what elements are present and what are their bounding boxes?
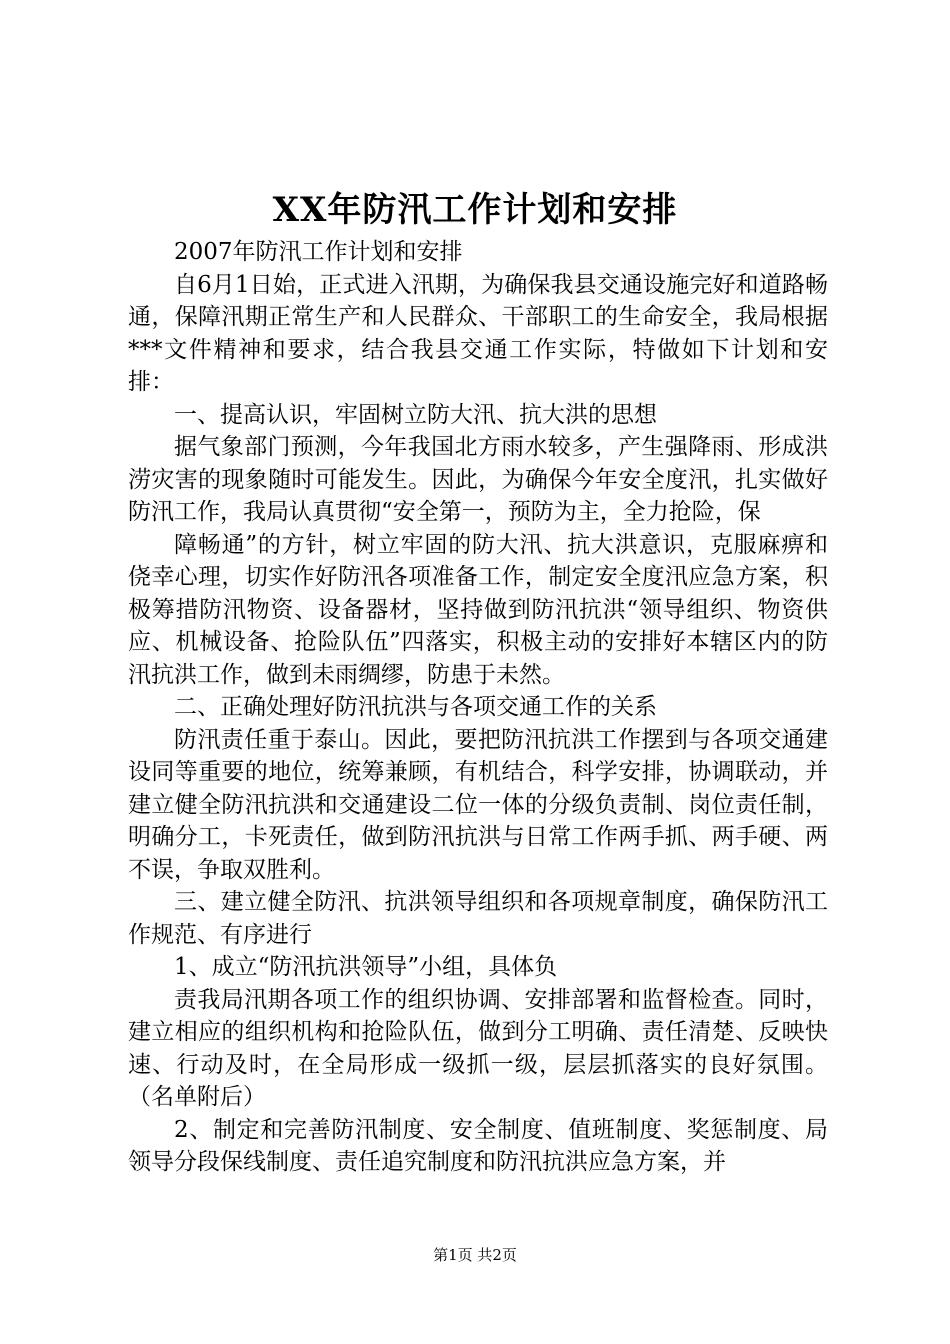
section-heading: 一、提高认识，牢固树立防大汛、抗大洪的思想 [174,401,657,428]
document-title: XX年防汛工作计划和安排 [272,190,678,230]
document-body [128,236,828,1179]
paragraph: 2007年防汛工作计划和安排 [174,239,463,265]
paragraph: 自6月1日始，正式进入汛期，为确保我县交通设施完好和道路畅通，保障汛期正常生产和人民群众、干部职工的生命安全，我局根据***文件精神和要求，结合我县交通工作实际，特做如下计划和安排： [128,271,828,395]
paragraph: 据气象部门预测，今年我国北方雨水较多，产生强降雨、形成洪涝灾害的现象随时可能发生。因此，为确保今年安全度汛，扎实做好防汛工作，我局认真贯彻“安全第一，预防为主，全力抢险，保 [128,434,828,525]
paragraph: 1、成立“防汛抗洪领导”小组，具体负 [174,954,558,980]
paragraph: 2、制定和完善防汛制度、安全制度、值班制度、奖惩制度、局领导分段保线制度、责任追究制度和防汛抗洪应急方案，并 [128,1116,828,1175]
page-footer: 第1页 共2页 [433,1246,517,1264]
paragraph: 障畅通”的方针，树立牢固的防大汛、抗大洪意识，克服麻痹和侥幸心理，切实作好防汛各项准备工作，制定安全度汛应急方案，积极筹措防汛物资、设备器材，坚持做到防汛抗洪“领导组织、物资供应、机械设备、抢险队伍”四落实，积极主动的安排好本辖区内的防汛抗洪工作，做到未雨绸缪，防患于未然。 [128,531,828,688]
section-heading: 三、建立健全防汛、抗洪领导组织和各项规章制度，确保防汛工作规范、有序进行 [128,889,828,948]
section-heading: 二、正确处理好防汛抗洪与各项交通工作的关系 [174,694,657,720]
paragraph: 责我局汛期各项工作的组织协调、安排部署和监督检查。同时，建立相应的组织机构和抢险队伍，做到分工明确、责任清楚、反映快速、行动及时，在全局形成一级抓一级，层层抓落实的良好氛围。（名单附后） [128,986,828,1110]
paragraph: 防汛责任重于泰山。因此，要把防汛抗洪工作摆到与各项交通建设同等重要的地位，统筹兼顾，有机结合，科学安排，协调联动，并建立健全防汛抗洪和交通建设二位一体的分级负责制、岗位责任制，明确分工，卡死责任，做到防汛抗洪与日常工作两手抓、两手硬、两不误，争取双胜利。 [128,726,828,883]
